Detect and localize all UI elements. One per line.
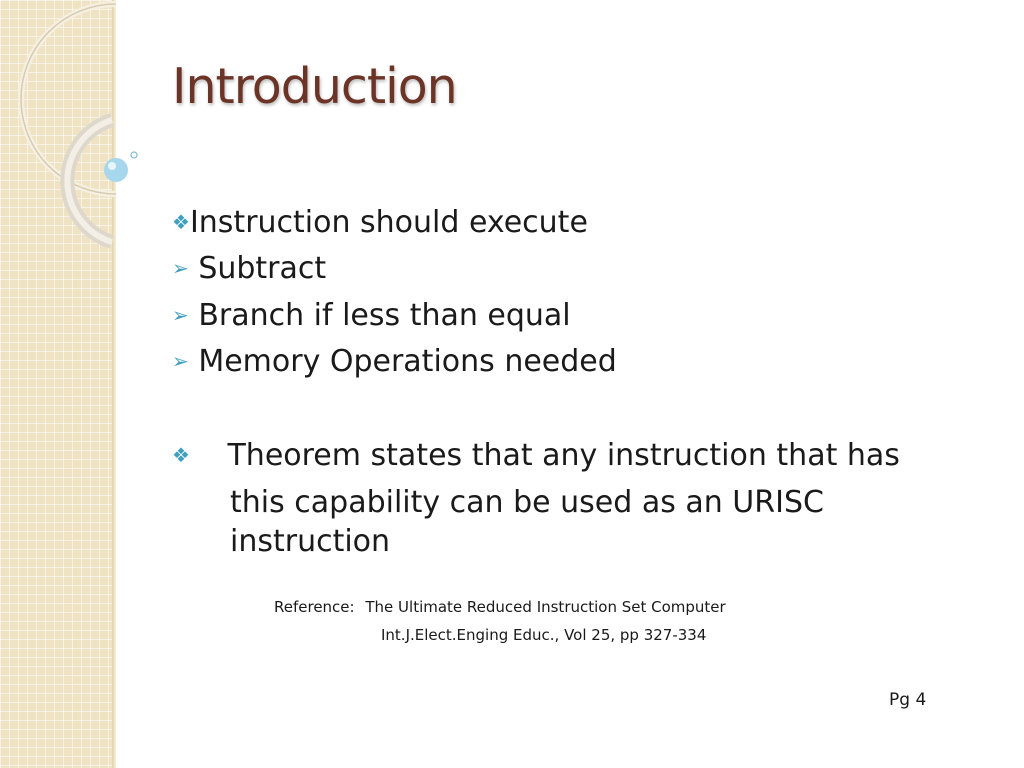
diamond-bullet-icon: ❖	[172, 443, 190, 467]
arrow-bullet-icon: ➢	[172, 349, 189, 373]
main-bullet-item	[172, 205, 588, 240]
page-number: Pg 4	[889, 690, 927, 710]
sub-bullet-item-3	[172, 344, 617, 379]
decorative-circles	[0, 0, 180, 260]
sub-bullet-item-2	[172, 298, 571, 333]
arrow-bullet-icon: ➢	[172, 303, 189, 327]
theorem-text-line-1: Theorem states that any instruction that has	[227, 438, 900, 473]
arrow-bullet-icon: ➢	[172, 256, 189, 280]
diamond-bullet-icon: ❖	[172, 210, 190, 234]
reference-line	[274, 598, 726, 616]
reference-title: The Ultimate Reduced Instruction Set Computer	[365, 598, 726, 616]
theorem-text-line-2: this capability can be used as an URISC	[230, 485, 824, 520]
slide-title: Introduction	[172, 58, 457, 115]
theorem-text-line-3: instruction	[230, 524, 391, 559]
theorem-bullet-line-1	[172, 438, 900, 473]
bubble-large-icon	[104, 158, 128, 182]
reference-label: Reference:	[274, 598, 355, 616]
main-bullet-text: Instruction should execute	[189, 205, 588, 240]
sub-bullet-text: Subtract	[198, 251, 327, 286]
sub-bullet-item-1	[172, 251, 326, 286]
reference-citation: Int.J.Elect.Enging Educ., Vol 25, pp 327-334	[381, 626, 707, 644]
sub-bullet-text: Branch if less than equal	[198, 298, 571, 333]
sub-bullet-text: Memory Operations needed	[198, 344, 617, 379]
bubble-small-icon	[131, 152, 137, 158]
